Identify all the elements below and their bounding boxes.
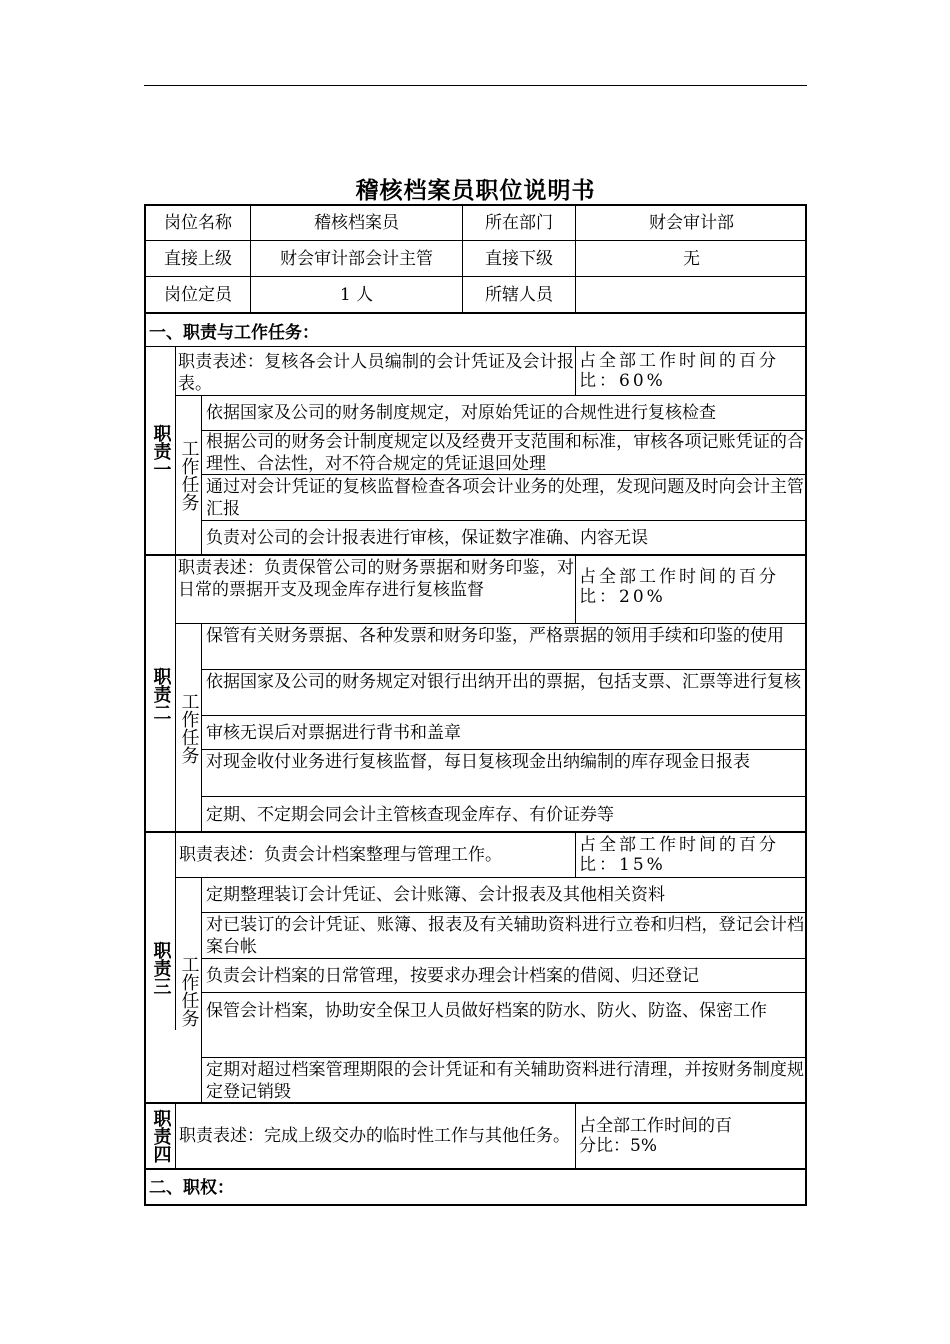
- direct-superior-label: 直接上级: [164, 248, 232, 269]
- department-value: 财会审计部: [649, 213, 734, 233]
- duty-3-task: 对已装订的会计凭证、账簿、报表及有关辅助资料进行立卷和归档，登记会计档案台帐: [206, 915, 804, 957]
- duty-2-task: 对现金收付业务进行复核监督，每日复核现金出纳编制的库存现金日报表: [206, 752, 750, 772]
- duty-1-percent: 占全部工作时间的百分比：60%: [579, 351, 779, 391]
- duty-3-task-label: 工作任务: [178, 954, 200, 1027]
- duty-3-percent: 占全部工作时间的百分比：15%: [579, 835, 779, 875]
- headcount-value: 1 人: [339, 284, 374, 305]
- duty-2-task-label: 工作任务: [178, 692, 200, 764]
- direct-subordinate-label: 直接下级: [485, 248, 553, 269]
- headcount-label: 岗位定员: [164, 284, 232, 305]
- duty-1-task-label: 工作任务: [178, 439, 200, 511]
- department-label: 所在部门: [485, 213, 553, 233]
- duty-2-statement: 职责表述：负责保管公司的财务票据和财务印鉴，对日常的票据开支及现金库存进行复核监督: [178, 558, 574, 600]
- position-name-value: 稽核档案员: [314, 213, 399, 233]
- job-description-table: [144, 204, 807, 1206]
- duty-4-statement: 职责表述：完成上级交办的临时性工作与其他任务。: [179, 1126, 570, 1146]
- duty-1-task: 依据国家及公司的财务制度规定，对原始凭证的合规性进行复核检查: [206, 403, 716, 423]
- duty-1-task: 根据公司的财务会计制度规定以及经费开支范围和标准，审核各项记账凭证的合理性、合法性，对不符合规定的凭证退回处理: [206, 432, 804, 474]
- duty-2-task: 依据国家及公司的财务规定对银行出纳开出的票据，包括支票、汇票等进行复核: [206, 672, 801, 692]
- duty-1-task: 通过对会计凭证的复核监督检查各项会计业务的处理，发现问题及时向会计主管汇报: [206, 477, 804, 519]
- subordinates-label: 所辖人员: [485, 284, 553, 305]
- duty-4-label: 职责四: [150, 1109, 172, 1163]
- duty-3-task: 保管会计档案，协助安全保卫人员做好档案的防水、防火、防盗、保密工作: [206, 1001, 767, 1021]
- position-name-label: 岗位名称: [164, 213, 232, 233]
- duty-3-statement: 职责表述：负责会计档案整理与管理工作。: [179, 845, 502, 865]
- duty-4-percent: 占全部工作时间的百分比：5%: [579, 1116, 732, 1156]
- subordinates-value: [576, 277, 807, 312]
- direct-subordinate-value: 无: [683, 248, 700, 269]
- page-title: 稽核档案员职位说明书: [355, 177, 596, 204]
- duty-1-label: 职责一: [150, 423, 172, 478]
- direct-superior-value: 财会审计部会计主管: [280, 248, 433, 269]
- duty-3-label: 职责三: [150, 941, 172, 995]
- duty-1-statement: 职责表述：复核各会计人员编制的会计凭证及会计报表。: [178, 352, 574, 394]
- duty-2-percent: 占全部工作时间的百分比：20%: [579, 567, 779, 607]
- duty-3-task: 负责会计档案的日常管理，按要求办理会计档案的借阅、归还登记: [206, 965, 699, 986]
- section-authority-heading: 二、职权：: [149, 1177, 234, 1198]
- top-rule: [144, 85, 807, 86]
- duty-2-label: 职责二: [150, 667, 172, 721]
- duty-3-task: 定期对超过档案管理期限的会计凭证和有关辅助资料进行清理，并按财务制度规定登记销毁: [206, 1060, 804, 1102]
- duty-3-task: 定期整理装订会计凭证、会计账簿、会计报表及其他相关资料: [206, 885, 665, 905]
- duty-2-task: 审核无误后对票据进行背书和盖章: [206, 722, 461, 743]
- duty-2-task: 定期、不定期会同会计主管核查现金库存、有价证券等: [206, 804, 614, 825]
- section-duties-heading: 一、职责与工作任务：: [149, 323, 319, 343]
- duty-2-task: 保管有关财务票据、各种发票和财务印鉴，严格票据的领用手续和印鉴的使用: [206, 626, 784, 646]
- duty-1-task: 负责对公司的会计报表进行审核，保证数字准确、内容无误: [206, 527, 648, 548]
